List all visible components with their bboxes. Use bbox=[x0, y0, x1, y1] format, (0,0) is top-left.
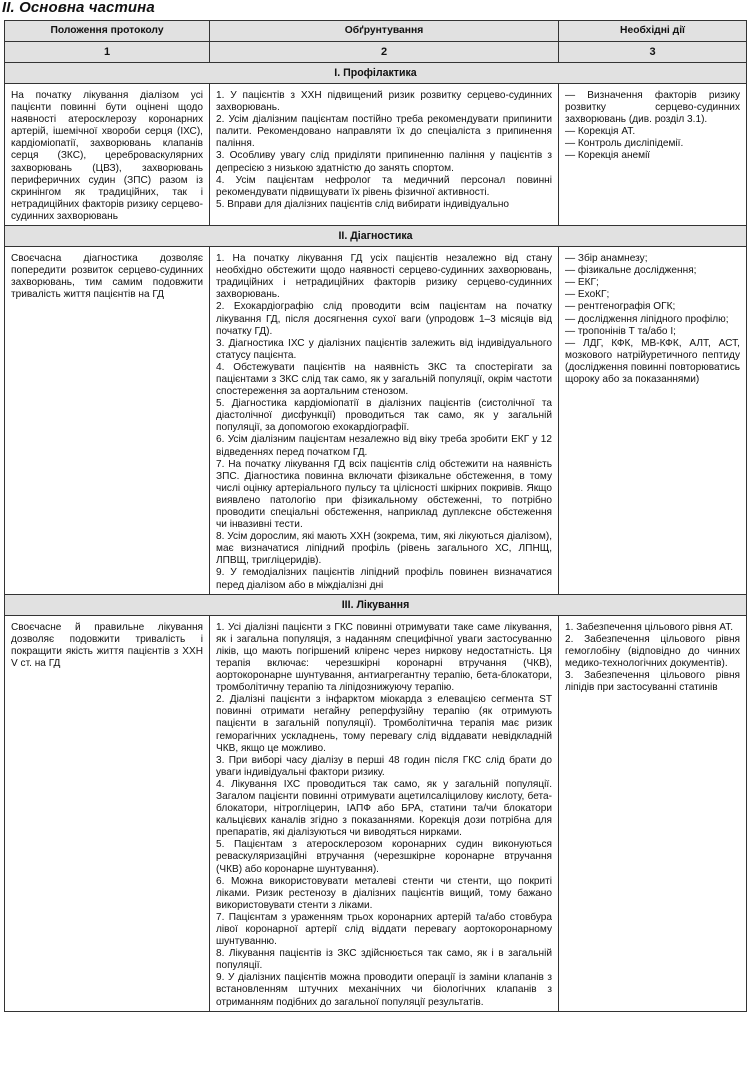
rationale-item: 1. На початку лікування ГД усіх пацієнтів незалежно від стану необхідно обстежити щодо наявності серцево-судинних захворювань, традиційних і нетрадиційних факторів ризику серцево-судинних захворювань. bbox=[216, 253, 552, 301]
rationale-item: 2. Діалізні пацієнти з інфарктом міокарда з елевацією сегмента ST повинні отримати негайну реперфузійну терапію (як отримують пацієнти в загальній популяції). Тромболітична терапія має ризик геморагічних ускладнень, тому перевагу слід віддавати невідкладній ЧКВ, якщо це можливо. bbox=[216, 694, 552, 754]
protocol-table bbox=[4, 20, 747, 1012]
action-item: — ЕКГ; bbox=[565, 277, 599, 289]
rationale-item: 8. Усім дорослим, які мають ХХН (зокрема, тим, які лікуються діалізом), має визначатися ліпідний профіль (рівень загального ХС, ЛПНЩ, ЛПВЩ, тригліцеридів). bbox=[216, 531, 552, 567]
action-item: — Корекція анемії bbox=[565, 150, 651, 162]
column-number-3: 3 bbox=[559, 42, 747, 63]
action-item: — Корекція АТ. bbox=[565, 126, 636, 138]
section-title: I. Профілактика bbox=[5, 63, 747, 84]
rationale-item: 9. У гемодіалізних пацієнтів ліпідний профіль повинен визначатися перед діалізом або в міждіалізні дні bbox=[216, 567, 552, 591]
column-number-row bbox=[5, 42, 747, 63]
section-title: II. Діагностика bbox=[5, 226, 747, 247]
rationale-item: 6. Можна використовувати металеві стенти чи стенти, що покриті ліками. Ризик рестенозу в діалізних пацієнтів вищий, тому бажано використовувати стенти з ліками. bbox=[216, 875, 552, 911]
action-item: — ЛДГ, КФК, МВ-КФК, АЛТ, АСТ, мозкового натрійуретичного пептиду (дослідження повинні повторюватись щороку або за показаннями) bbox=[565, 337, 740, 385]
column-header-position: Положення протоколу bbox=[5, 21, 210, 42]
rationale-item: 4. Лікування ІХС проводиться так само, як у загальній популяції. Загалом пацієнти повинні отримувати ацетилсаліцилову кислоту, бета-блокатори, нітрогліцерин, ІАПФ або БРА, статини та/чи блокатори кальцієвих каналів згідно з показаннями. Корекція дози потрібна для препаратів, які діалізуються чи виводяться нирками. bbox=[216, 778, 552, 839]
actions-cell bbox=[559, 615, 747, 1011]
rationale-item: 1. Усі діалізні пацієнти з ГКС повинні отримувати таке саме лікування, як і загальна популяція, з наданням специфічної уваги застосуванню ліків, що мають погіршений кліренс через ниркову недостатність. Ця терапія включає: черезшкірні коронарні втручання (ЧКВ), аортокоронарне шунтування, антиагрегантну терапію, бета-блокатори, тромболітичну терапію та ліпідознижуючу терапію. bbox=[216, 621, 552, 694]
action-item: — Визначення факторів ризику розвитку серцево-судинних захворювань (див. розділ 3.1). bbox=[565, 90, 740, 126]
rationale-cell bbox=[210, 615, 559, 1011]
rationale-item: 7. На початку лікування ГД всіх пацієнтів слід обстежити на наявність ЗПС. Діагностика повинна включати фізикальне обстеження, в тому числі оцінку артеріального пульсу та цілісності шкірних покривів. Якщо виявлено патологію при фізикальному обстеженні, то потрібно проводити спеціальні обстеження, наприклад дуплексне обстеження чи інвазивні тести. bbox=[216, 458, 552, 531]
position-cell bbox=[5, 615, 210, 1011]
section-header-row bbox=[5, 63, 747, 84]
action-item: — тропонінів Т та/або І; bbox=[565, 325, 676, 337]
action-item: — дослідження ліпідного профілю; bbox=[565, 313, 729, 325]
action-item: — ЕхоКГ; bbox=[565, 289, 610, 301]
rationale-item: 5. Діагностика кардіоміопатії в діалізних пацієнтів (систолічної та діастолічної дисфункції) проводиться так само, як у загальній популяції, за допомогою ехокардіографії. bbox=[216, 398, 552, 434]
column-header-actions: Необхідні дії bbox=[559, 21, 747, 42]
rationale-item: 2. Ехокардіографію слід проводити всім пацієнтам на початку лікування ГД, після досягнення сухої ваги (упродовж 1–3 місяців від початку ГД). bbox=[216, 301, 552, 337]
action-item: 3. Забезпечення цільового рівня ліпідів при застосуванні статинів bbox=[565, 670, 740, 694]
position-text: Своєчасна діагностика дозволяє попередити розвиток серцево-судинних захворювань, тим самим подовжити тривалість життя пацієнтів на ГД bbox=[11, 253, 203, 301]
actions-cell bbox=[559, 247, 747, 595]
position-cell bbox=[5, 84, 210, 226]
sections-body bbox=[5, 63, 747, 1012]
rationale-cell bbox=[210, 247, 559, 595]
page-heading: II. Основна частина bbox=[2, 0, 155, 16]
actions-cell bbox=[559, 84, 747, 226]
action-item: 2. Забезпечення цільового рівня гемоглобіну (відповідно до чинних медико-технологічних документів). bbox=[565, 633, 740, 669]
action-item: — Контроль дисліпідемії. bbox=[565, 138, 684, 150]
column-number-2: 2 bbox=[210, 42, 559, 63]
rationale-item: 4. Усім пацієнтам нефролог та медичний персонал повинні рекомендувати підвищувати їх рівень фізичної активності. bbox=[216, 174, 552, 198]
rationale-item: 6. Усім діалізним пацієнтам незалежно від віку треба зробити ЕКГ у 12 відведеннях перед початком ГД. bbox=[216, 434, 552, 458]
position-text: На початку лікування діалізом усі пацієнти повинні бути оцінені щодо наявності атеросклерозу коронарних артерій, ішемічної хвороби серця (ІХС), кардіоміопатії, захворювань клапанів серця (ЗКС), цереброваскулярних захворювань (ЦВЗ), захворювань периферичних судин (ЗПС) разом із скринінгом як традиційних, так і нетрадиційних факторів ризику серцево-судинних захворювань bbox=[11, 90, 203, 222]
section-content-row bbox=[5, 84, 747, 226]
rationale-item: 5. Вправи для діалізних пацієнтів слід вибирати індивідуально bbox=[216, 198, 510, 210]
action-item: — рентгенографія ОГК; bbox=[565, 301, 676, 313]
rationale-item: 2. Усім діалізним пацієнтам постійно треба рекомендувати припинити палити. Рекомендовано направляти їх до спеціаліста з припинення паління. bbox=[216, 114, 552, 150]
section-title: III. Лікування bbox=[5, 594, 747, 615]
rationale-item: 3. Діагностика ІХС у діалізних пацієнтів залежить від індивідуального статусу пацієнта. bbox=[216, 337, 552, 361]
rationale-item: 8. Лікування пацієнтів із ЗКС здійснюється так само, як і в загальній популяції. bbox=[216, 948, 552, 972]
rationale-item: 9. У діалізних пацієнтів можна проводити операції із заміни клапанів з встановленням штучних механічних чи біологічних клапанів з отриманням подібних до загальної популяції результатів. bbox=[216, 972, 552, 1008]
column-header-row bbox=[5, 21, 747, 42]
section-header-row bbox=[5, 594, 747, 615]
section-content-row bbox=[5, 247, 747, 595]
rationale-item: 7. Пацієнтам з ураженням трьох коронарних артерій та/або стовбура лівої коронарної артерії слід віддати перевагу аортокоронарному шунтуванню. bbox=[216, 911, 552, 948]
rationale-item: 3. Особливу увагу слід приділяти припиненню паління у пацієнтів з депресією з низькою здатністю до занять спортом. bbox=[216, 150, 552, 174]
rationale-item: 5. Пацієнтам з атеросклерозом коронарних судин виконуються реваскуляризаційні втручання (черезшкірне коронарне втручання (ЧКВ) або коронарне шунтування). bbox=[216, 839, 552, 875]
action-item: — фізикальне дослідження; bbox=[565, 265, 697, 277]
rationale-cell bbox=[210, 84, 559, 226]
rationale-item: 3. При виборі часу діалізу в перші 48 годин після ГКС слід брати до уваги індивідуальні фактори ризику. bbox=[216, 754, 552, 778]
section-header-row bbox=[5, 226, 747, 247]
action-item: — Збір анамнезу; bbox=[565, 253, 648, 265]
section-content-row bbox=[5, 615, 747, 1011]
action-item: 1. Забезпечення цільового рівня АТ. bbox=[565, 621, 734, 633]
column-number-1: 1 bbox=[5, 42, 210, 63]
rationale-item: 1. У пацієнтів з ХХН підвищений ризик розвитку серцево-судинних захворювань. bbox=[216, 90, 552, 114]
position-text: Своєчасне й правильне лікування дозволяє подовжити тривалість і покращити якість життя пацієнтів з ХХН V ст. на ГД bbox=[11, 621, 203, 669]
column-header-rationale: Обґрунтування bbox=[210, 21, 559, 42]
rationale-item: 4. Обстежувати пацієнтів на наявність ЗКС та спостерігати за пацієнтами з ЗКС слід так само, як у загальній популяції, окрім частоти спостереження за аортальним стенозом. bbox=[216, 361, 552, 398]
position-cell bbox=[5, 247, 210, 595]
